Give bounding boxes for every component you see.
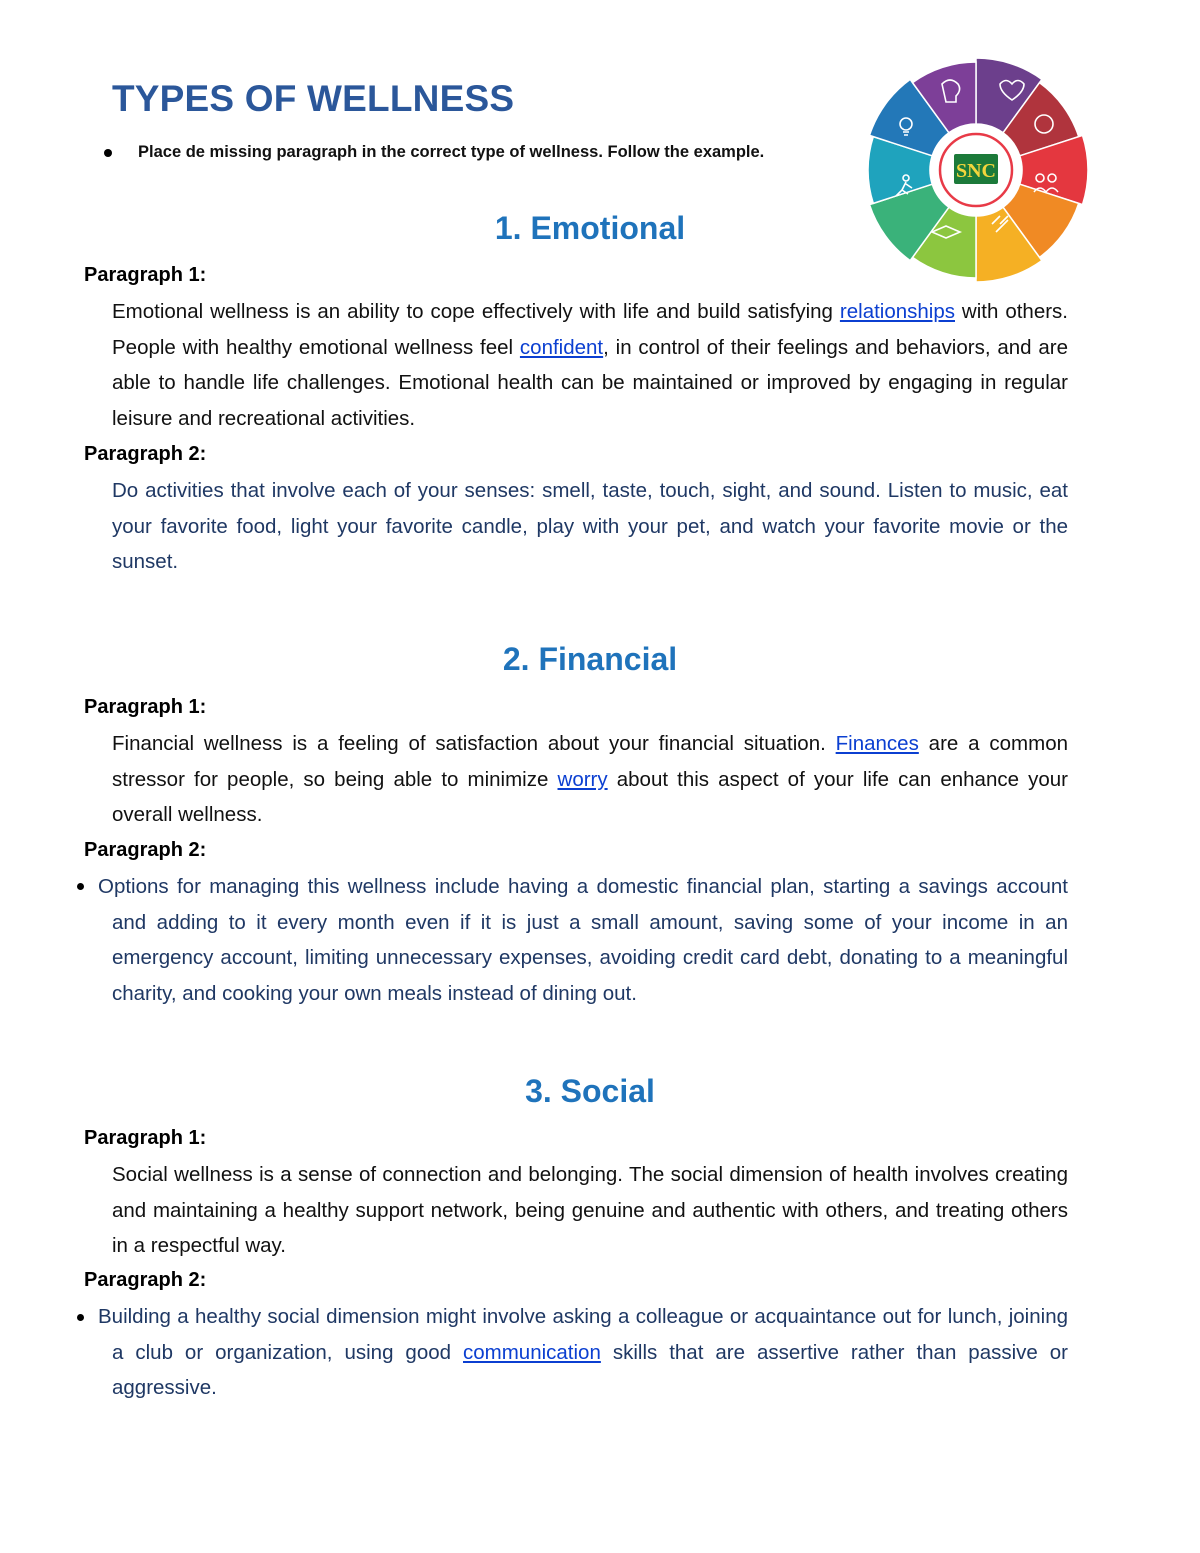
paragraph-2-label: Paragraph 2:: [84, 839, 207, 861]
paragraph-2-label: Paragraph 2:: [84, 1269, 207, 1291]
link-communication[interactable]: communication: [463, 1340, 601, 1364]
bullet-icon: [77, 883, 84, 890]
link-relationships[interactable]: relationships: [839, 300, 955, 323]
instruction-line: [104, 143, 764, 162]
document-title: TYPES OF WELLNESS: [112, 78, 515, 119]
link-finances[interactable]: Finances: [835, 732, 919, 755]
paragraph-text: with others. People with healthy emotional wellness feel: [112, 300, 1068, 359]
link-confident[interactable]: confident: [519, 335, 604, 359]
paragraph-text: are a common stressor for people, so being able to minimize: [112, 732, 1068, 791]
link-worry[interactable]: worry: [557, 767, 608, 791]
emotional-paragraph-1: [112, 294, 1068, 436]
paragraph-text: Financial wellness is a feeling of satisfaction about your financial situation.: [112, 732, 836, 755]
paragraph-text: skills that are assertive rather than passive or aggressive.: [112, 1340, 1068, 1399]
paragraph-text: Building a healthy social dimension might involve asking a colleague or acquaintance out for lunch, joining a club or organization, using good: [98, 1305, 1068, 1364]
social-paragraph-2: [98, 1299, 1068, 1406]
section-title-emotional: 1. Emotional: [494, 210, 686, 246]
section-title-social: 3. Social: [525, 1073, 655, 1109]
paragraph-1-label: Paragraph 1:: [84, 1127, 207, 1149]
emotional-paragraph-2: Do activities that involve each of your senses: smell, taste, touch, sight, and sound. Listen to music, eat your favorite food, light your favorite candle, play with your pet, and watch your favorite movie or the sunset.: [112, 479, 1068, 573]
paragraph-1-label: Paragraph 1:: [84, 264, 207, 286]
paragraph-1-label: Paragraph 1:: [84, 696, 207, 718]
paragraph-2-label: Paragraph 2:: [84, 443, 207, 465]
wellness-wheel-image: [862, 56, 1090, 284]
bullet-icon: [104, 149, 112, 157]
financial-paragraph-2: Options for managing this wellness include having a domestic financial plan, starting a savings account and adding to it every month even if it is just a small amount, saving some of your income in an emergency account, limiting unnecessary expenses, avoiding credit card debt, donating to a meaningful charity, and cooking your own meals instead of dining out.: [98, 875, 1068, 1005]
financial-paragraph-1: [112, 726, 1068, 833]
paragraph-text: , in control of their feelings and behaviors, and are able to handle life challenges. Emotional health can be maintained or improved by engaging in regular leisure and recreational activities.: [112, 335, 1068, 430]
instruction-text: Place de missing paragraph in the correct type of wellness. Follow the example.: [138, 143, 765, 161]
snc-logo-text: SNC: [955, 160, 997, 182]
paragraph-text: about this aspect of your life can enhance your overall wellness.: [112, 767, 1068, 826]
section-title-financial: 2. Financial: [502, 641, 678, 677]
social-paragraph-1: Social wellness is a sense of connection and belonging. The social dimension of health involves creating and maintaining a healthy support network, being genuine and authentic with others, and treating others in a respectful way.: [112, 1163, 1068, 1257]
bullet-icon: [77, 1314, 84, 1321]
paragraph-text: Emotional wellness is an ability to cope effectively with life and build satisfying: [112, 300, 840, 323]
